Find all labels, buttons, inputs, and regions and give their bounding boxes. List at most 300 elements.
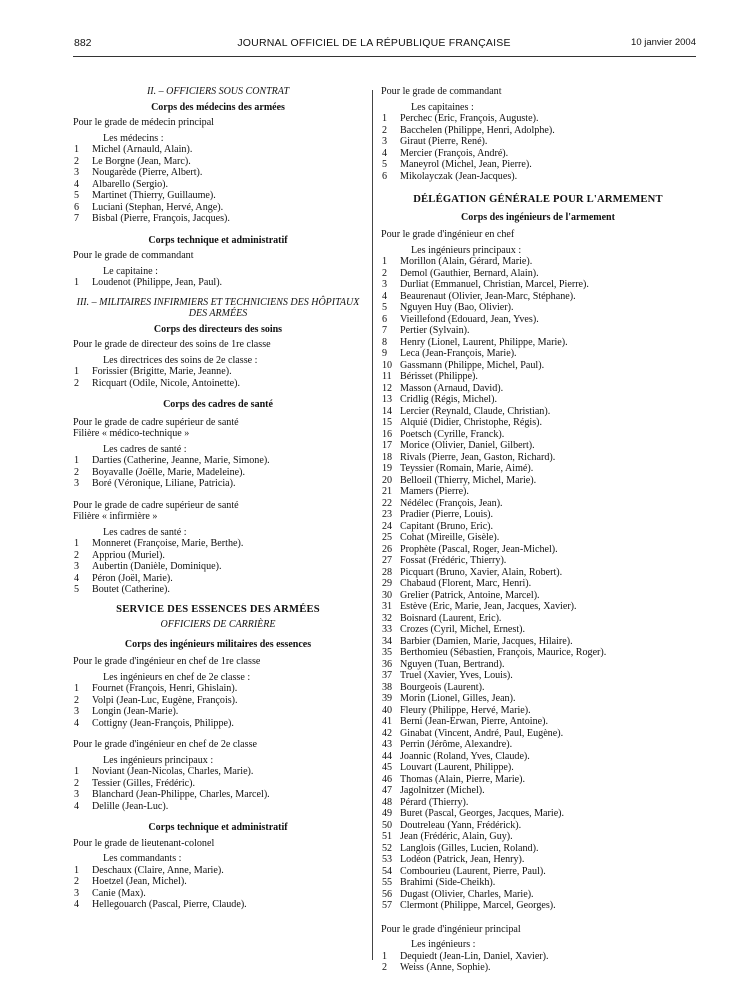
list-item-name: Luciani (Stephan, Hervé, Ange). xyxy=(92,201,224,213)
grade-heading: Pour le grade de cadre supérieur de santé xyxy=(73,499,239,511)
list-item xyxy=(381,889,695,901)
list-item xyxy=(381,555,695,567)
list-item-name: Hoetzel (Jean, Michel). xyxy=(92,876,187,887)
list-item-rank: 4 xyxy=(74,572,80,584)
list-item-rank: 17 xyxy=(382,440,393,451)
list-item-rank: 41 xyxy=(382,716,393,727)
list-item-name: Giraut (Pierre, René). xyxy=(400,136,488,147)
list-item-name: Appriou (Muriel). xyxy=(92,549,165,561)
list-item-rank: 2 xyxy=(74,694,80,706)
list-item-rank: 26 xyxy=(382,543,393,555)
list-item xyxy=(73,865,363,877)
list-item xyxy=(381,820,695,832)
list-item-rank: 6 xyxy=(382,170,388,182)
list-item xyxy=(381,475,695,487)
list-item-rank: 1 xyxy=(74,538,80,549)
list-item-rank: 39 xyxy=(382,693,393,704)
list-item-rank: 2 xyxy=(382,267,388,279)
list-item xyxy=(73,167,363,179)
list-item-rank: 27 xyxy=(382,555,393,566)
list-item xyxy=(381,325,695,337)
list-item-name: Truel (Xavier, Yves, Louis). xyxy=(400,670,513,681)
list-item-name: Combourieu (Laurent, Pierre, Paul). xyxy=(400,865,546,877)
list-item-name: Leca (Jean-François, Marie). xyxy=(400,348,517,359)
list-item xyxy=(73,888,363,900)
grade-heading: Pour le grade d'ingénieur principal xyxy=(381,923,521,935)
list-item xyxy=(381,590,695,602)
list-item-name: Masson (Arnaud, David). xyxy=(400,382,504,394)
list-item-name: Boré (Véronique, Liliane, Patricia). xyxy=(92,478,236,489)
page-header xyxy=(0,37,748,51)
list-item-rank: 31 xyxy=(382,601,393,612)
list-item-rank: 48 xyxy=(382,796,393,808)
list-item-name: Estève (Eric, Marie, Jean, Jacques, Xavier). xyxy=(400,601,577,612)
list-item-name: Chabaud (Florent, Marc, Henri). xyxy=(400,578,532,589)
list-item xyxy=(73,550,363,562)
list-item-name: Cottigny (Jean-François, Philippe). xyxy=(92,717,234,729)
list-item-name: Ricquart (Odile, Nicole, Antoinette). xyxy=(92,377,241,389)
list-item-rank: 46 xyxy=(382,773,393,785)
grade-heading: Pour le grade de médecin principal xyxy=(73,117,214,128)
list-intro: Les ingénieurs en chef de 2e classe : xyxy=(103,671,251,683)
list-item-rank: 52 xyxy=(382,842,393,854)
list-item-name: Capitant (Bruno, Eric). xyxy=(400,520,494,532)
right-column xyxy=(381,86,695,974)
list-item-name: Joannic (Roland, Yves, Claude). xyxy=(400,750,530,762)
list-item xyxy=(73,378,363,390)
list-item xyxy=(381,113,695,125)
list-item xyxy=(381,693,695,705)
list-item xyxy=(381,532,695,544)
corps-heading: Corps technique et administratif xyxy=(148,822,288,833)
section-heading: OFFICIERS DE CARRIÈRE xyxy=(160,619,276,630)
list-item xyxy=(381,636,695,648)
corps-heading: Corps des médecins des armées xyxy=(151,101,285,113)
list-item-name: Nguyen (Tuan, Bertrand). xyxy=(400,658,505,670)
list-item-rank: 9 xyxy=(382,348,388,359)
list-intro: Les capitaines : xyxy=(411,101,474,113)
list-item xyxy=(381,498,695,510)
grade-heading: Pour le grade de directeur des soins de 1re classe xyxy=(73,339,271,350)
list-item xyxy=(381,159,695,171)
list-item-name: Noviant (Jean-Nicolas, Charles, Marie). xyxy=(92,766,254,777)
list-item-rank: 1 xyxy=(382,113,388,124)
list-item-name: Aubertin (Danièle, Dominique). xyxy=(92,561,222,572)
list-item-rank: 45 xyxy=(382,762,393,773)
list-item-rank: 4 xyxy=(74,899,80,910)
list-item xyxy=(381,440,695,452)
corps-heading: Corps des directeurs des soins xyxy=(153,323,283,335)
list-item-name: Fossat (Frédéric, Thierry). xyxy=(400,555,507,566)
list-intro: Les ingénieurs principaux : xyxy=(411,244,522,256)
list-item-name: Mamers (Pierre). xyxy=(400,486,469,497)
list-item-rank: 7 xyxy=(382,325,388,336)
list-item xyxy=(381,951,695,963)
list-item-rank: 29 xyxy=(382,578,393,589)
list-item xyxy=(73,467,363,479)
list-item-rank: 5 xyxy=(382,159,388,170)
list-item xyxy=(381,302,695,314)
list-item xyxy=(73,538,363,550)
list-intro: Les cadres de santé : xyxy=(103,443,187,455)
list-item-rank: 33 xyxy=(382,624,393,635)
grade-heading: Pour le grade d'ingénieur en chef de 2e classe xyxy=(73,739,257,750)
list-item-rank: 43 xyxy=(382,739,393,750)
grade-heading: Filière « médico-technique » xyxy=(73,428,190,439)
list-item-rank: 1 xyxy=(74,144,80,155)
list-item-rank: 4 xyxy=(74,800,80,812)
grade-heading: Filière « infirmière » xyxy=(73,511,158,522)
list-item xyxy=(381,797,695,809)
list-item-name: Péron (Joël, Marie). xyxy=(92,572,173,584)
list-item xyxy=(381,371,695,383)
page-number: 882 xyxy=(74,37,92,49)
list-item xyxy=(73,156,363,168)
list-item-name: Buret (Pascal, Georges, Jacques, Marie). xyxy=(400,808,565,819)
list-item-rank: 18 xyxy=(382,451,393,463)
list-item xyxy=(73,584,363,596)
list-intro: Le capitaine : xyxy=(103,265,158,277)
list-item-name: Tessier (Gilles, Frédéric). xyxy=(92,777,195,789)
list-item xyxy=(381,601,695,613)
list-item xyxy=(381,268,695,280)
list-item-name: Michel (Arnauld, Alain). xyxy=(92,144,193,155)
grade-heading: Pour le grade de commandant xyxy=(381,86,502,97)
list-item-name: Dugast (Olivier, Charles, Marie). xyxy=(400,888,534,900)
list-item-name: Maneyrol (Michel, Jean, Pierre). xyxy=(400,159,532,170)
list-item-name: Thomas (Alain, Pierre, Marie). xyxy=(400,773,526,785)
list-item xyxy=(381,962,695,974)
corps-heading: Corps des cadres de santé xyxy=(163,399,273,410)
list-item-name: Perchec (Eric, François, Auguste). xyxy=(400,113,539,124)
list-item xyxy=(73,190,363,202)
list-item xyxy=(381,452,695,464)
spacer xyxy=(73,490,363,500)
list-item-name: Cridlig (Régis, Michel). xyxy=(400,394,497,405)
list-item-name: Forissier (Brigitte, Marie, Jeanne). xyxy=(92,366,232,377)
list-item xyxy=(381,624,695,636)
list-item-name: Cohat (Mireille, Gisèle). xyxy=(400,532,500,543)
list-item-rank: 3 xyxy=(382,136,388,147)
list-item-rank: 3 xyxy=(74,561,80,572)
list-item-name: Berthomieu (Sébastien, François, Maurice, Roger). xyxy=(400,647,607,658)
list-item xyxy=(381,429,695,441)
grade-heading: Pour le grade de cadre supérieur de santé xyxy=(73,416,239,428)
list-item-name: Nougarède (Pierre, Albert). xyxy=(92,167,203,178)
list-item xyxy=(73,706,363,718)
list-item-rank: 23 xyxy=(382,509,393,520)
list-item-rank: 1 xyxy=(74,766,80,777)
list-item xyxy=(381,360,695,372)
list-item xyxy=(381,682,695,694)
list-item-rank: 20 xyxy=(382,474,393,486)
list-item-name: Fleury (Philippe, Hervé, Marie). xyxy=(400,704,531,716)
list-item-name: Blanchard (Jean-Philippe, Charles, Marcel). xyxy=(92,789,270,800)
list-item xyxy=(73,455,363,467)
service-heading: SERVICE DES ESSENCES DES ARMÉES xyxy=(116,603,320,615)
spacer xyxy=(73,729,363,739)
spacer xyxy=(381,182,695,194)
list-item-rank: 25 xyxy=(382,532,393,543)
list-intro: Les médecins : xyxy=(103,132,164,144)
list-item xyxy=(381,739,695,751)
list-item-name: Beaurenaut (Olivier, Jean-Marc, Stéphane). xyxy=(400,290,576,302)
list-item-rank: 6 xyxy=(74,201,80,213)
list-item xyxy=(73,789,363,801)
list-item-name: Grelier (Patrick, Antoine, Marcel). xyxy=(400,589,540,601)
list-item-name: Boutet (Catherine). xyxy=(92,584,170,595)
list-item-rank: 15 xyxy=(382,417,393,428)
list-item xyxy=(381,136,695,148)
list-item xyxy=(381,785,695,797)
list-item-name: Picquart (Bruno, Xavier, Alain, Robert). xyxy=(400,566,563,578)
list-item-rank: 2 xyxy=(74,377,80,389)
list-item-name: Dequiedt (Jean-Lin, Daniel, Xavier). xyxy=(400,950,549,962)
list-item-rank: 2 xyxy=(382,962,388,973)
list-item xyxy=(73,695,363,707)
list-item-name: Nguyen Huy (Bao, Olivier). xyxy=(400,302,514,313)
list-item-rank: 50 xyxy=(382,819,393,831)
list-item xyxy=(73,213,363,225)
list-item-name: Demol (Gauthier, Bernard, Alain). xyxy=(400,267,539,279)
list-item xyxy=(381,705,695,717)
list-item-rank: 3 xyxy=(74,706,80,717)
left-column xyxy=(73,86,363,911)
list-item-rank: 6 xyxy=(382,313,388,325)
list-item xyxy=(381,647,695,659)
list-item-rank: 2 xyxy=(74,876,80,887)
list-item-name: Mercier (François, André). xyxy=(400,147,509,159)
list-item-rank: 11 xyxy=(382,371,392,382)
list-item-name: Le Borgne (Jean, Marc). xyxy=(92,155,191,167)
list-item xyxy=(381,279,695,291)
list-item xyxy=(73,573,363,585)
list-item-rank: 10 xyxy=(382,359,393,371)
list-item xyxy=(381,808,695,820)
list-item-name: Bacchelen (Philippe, Henri, Adolphe). xyxy=(400,124,555,136)
list-item-rank: 40 xyxy=(382,704,393,716)
corps-heading: Corps des ingénieurs de l'armement xyxy=(461,211,615,223)
list-item-rank: 14 xyxy=(382,405,393,417)
spacer xyxy=(381,912,695,924)
section-heading: II. – OFFICIERS SOUS CONTRAT xyxy=(146,86,290,97)
list-item xyxy=(381,291,695,303)
list-item-rank: 34 xyxy=(382,635,393,647)
list-item-name: Lercier (Reynald, Claude, Christian). xyxy=(400,405,551,417)
list-item-rank: 30 xyxy=(382,589,393,601)
list-item-rank: 1 xyxy=(74,864,80,876)
list-item xyxy=(381,383,695,395)
list-item xyxy=(381,567,695,579)
list-item-rank: 3 xyxy=(74,887,80,899)
list-item-name: Prophète (Pascal, Roger, Jean-Michel). xyxy=(400,543,558,555)
list-item-rank: 5 xyxy=(382,302,388,313)
list-item-name: Pérard (Thierry). xyxy=(400,796,469,808)
list-item xyxy=(73,144,363,156)
list-item-name: Hellegouarch (Pascal, Pierre, Claude). xyxy=(92,899,247,910)
list-item-name: Perrin (Jérôme, Alexandre). xyxy=(400,739,513,750)
list-item-name: Teyssier (Romain, Marie, Aimé). xyxy=(400,463,534,474)
spacer xyxy=(73,631,363,639)
list-item xyxy=(73,561,363,573)
list-item-name: Monneret (Françoise, Marie, Berthe). xyxy=(92,538,244,549)
list-item xyxy=(381,728,695,740)
list-intro: Les ingénieurs : xyxy=(411,939,476,950)
list-item xyxy=(73,876,363,888)
list-item-rank: 1 xyxy=(74,277,80,288)
list-item-rank: 19 xyxy=(382,463,393,474)
list-item-name: Boyavalle (Joëlle, Marie, Madeleine). xyxy=(92,466,246,478)
list-item-rank: 42 xyxy=(382,727,393,739)
list-item xyxy=(73,202,363,214)
list-item-name: Doutreleau (Yann, Frédérick). xyxy=(400,819,522,831)
list-item-rank: 56 xyxy=(382,888,393,900)
list-item xyxy=(381,544,695,556)
list-item xyxy=(381,578,695,590)
list-item-rank: 53 xyxy=(382,854,393,865)
list-item-rank: 1 xyxy=(382,256,388,267)
grade-heading: Pour le grade de lieutenant-colonel xyxy=(73,837,215,849)
list-item xyxy=(73,778,363,790)
list-item-name: Mikolayczak (Jean-Jacques). xyxy=(400,170,518,182)
list-item-rank: 1 xyxy=(74,366,80,377)
list-item xyxy=(381,314,695,326)
list-item-name: Canie (Max). xyxy=(92,887,146,899)
list-item xyxy=(381,854,695,866)
corps-heading: Corps des ingénieurs militaires des essences xyxy=(124,638,312,650)
list-item-rank: 1 xyxy=(74,683,80,694)
list-intro: Les directrices des soins de 2e classe : xyxy=(103,354,258,366)
list-item-name: Alquié (Didier, Christophe, Régis). xyxy=(400,417,543,428)
list-item-rank: 28 xyxy=(382,566,393,578)
spacer xyxy=(73,389,363,399)
list-item xyxy=(381,751,695,763)
list-item-name: Darties (Catherine, Jeanne, Marie, Simone). xyxy=(92,455,270,466)
list-item xyxy=(73,683,363,695)
list-item xyxy=(73,179,363,191)
list-item-name: Langlois (Gilles, Lucien, Roland). xyxy=(400,842,539,854)
list-item-rank: 3 xyxy=(74,789,80,800)
list-item-rank: 1 xyxy=(382,950,388,962)
list-item-name: Morin (Lionel, Gilles, Jean). xyxy=(400,693,516,704)
list-item-rank: 5 xyxy=(74,190,80,201)
header-rule xyxy=(73,56,696,57)
list-item-name: Henry (Lionel, Laurent, Philippe, Marie). xyxy=(400,336,568,348)
list-item xyxy=(381,348,695,360)
list-item-name: Jagolnitzer (Michel). xyxy=(400,785,485,796)
list-item xyxy=(73,899,363,911)
list-item xyxy=(73,718,363,730)
journal-title: JOURNAL OFFICIEL DE LA RÉPUBLIQUE FRANÇAISE xyxy=(237,37,511,49)
service-heading: DÉLÉGATION GÉNÉRALE POUR L'ARMEMENT xyxy=(413,194,663,205)
list-item-name: Pradier (Pierre, Louis). xyxy=(400,509,494,520)
list-item-rank: 12 xyxy=(382,382,393,394)
list-item-rank: 3 xyxy=(382,279,388,290)
list-item-name: Boisnard (Laurent, Eric). xyxy=(400,612,502,624)
list-item xyxy=(381,762,695,774)
list-item xyxy=(381,486,695,498)
list-item-rank: 2 xyxy=(74,549,80,561)
list-item-rank: 4 xyxy=(382,147,388,159)
list-item-name: Crozes (Cyril, Michel, Ernest). xyxy=(400,624,526,635)
list-item-name: Pertier (Sylvain). xyxy=(400,325,470,336)
list-item-rank: 55 xyxy=(382,877,393,888)
list-item-name: Bisbal (Pierre, François, Jacques). xyxy=(92,213,230,224)
list-item-rank: 49 xyxy=(382,808,393,819)
list-item-name: Bérisset (Philippe). xyxy=(400,371,478,382)
list-item-name: Longin (Jean-Marie). xyxy=(92,706,179,717)
list-item-rank: 4 xyxy=(382,290,388,302)
list-item-rank: 3 xyxy=(74,478,80,489)
list-item-rank: 47 xyxy=(382,785,393,796)
list-item-name: Barbier (Damien, Marie, Jacques, Hilaire). xyxy=(400,635,573,647)
list-item xyxy=(381,866,695,878)
list-item xyxy=(381,613,695,625)
section-heading: III. – MILITAIRES INFIRMIERS ET TECHNICIENS DES HÔPITAUX DES ARMÉES xyxy=(76,296,360,319)
column-divider xyxy=(372,90,373,960)
list-item-name: Nédélec (François, Jean). xyxy=(400,497,503,509)
list-item-rank: 54 xyxy=(382,865,393,877)
list-item-rank: 38 xyxy=(382,681,393,693)
list-item-name: Morillon (Alain, Gérard, Marie). xyxy=(400,256,533,267)
list-item-rank: 57 xyxy=(382,900,393,911)
spacer xyxy=(73,289,363,297)
list-intro: Les ingénieurs principaux : xyxy=(103,754,214,766)
list-item xyxy=(381,394,695,406)
issue-date: 10 janvier 2004 xyxy=(631,37,696,48)
list-item-rank: 22 xyxy=(382,497,393,509)
list-item xyxy=(381,900,695,912)
list-item xyxy=(381,417,695,429)
list-item-rank: 32 xyxy=(382,612,393,624)
list-item xyxy=(73,478,363,490)
list-item xyxy=(381,659,695,671)
list-item xyxy=(381,337,695,349)
list-item-name: Rivals (Pierre, Jean, Gaston, Richard). xyxy=(400,451,556,463)
list-item-name: Fournet (François, Henri, Ghislain). xyxy=(92,683,238,694)
list-item-rank: 37 xyxy=(382,670,393,681)
list-item xyxy=(73,766,363,778)
list-item-rank: 4 xyxy=(74,178,80,190)
list-item xyxy=(381,125,695,137)
list-item-rank: 2 xyxy=(382,124,388,136)
list-item-name: Jean (Frédéric, Alain, Guy). xyxy=(400,831,513,842)
list-item xyxy=(73,277,363,289)
list-item xyxy=(73,366,363,378)
list-item-name: Delille (Jean-Luc). xyxy=(92,800,169,812)
list-item xyxy=(381,774,695,786)
list-item-rank: 21 xyxy=(382,486,393,497)
list-item-name: Ginabat (Vincent, André, Paul, Eugène). xyxy=(400,727,564,739)
list-item-name: Loudenot (Philippe, Jean, Paul). xyxy=(92,277,223,288)
list-item-name: Brahimi (Side-Cheikh). xyxy=(400,877,496,888)
corps-heading: Corps technique et administratif xyxy=(148,234,288,246)
list-item xyxy=(381,877,695,889)
list-item-rank: 1 xyxy=(74,455,80,466)
list-item-name: Vieillefond (Edouard, Jean, Yves). xyxy=(400,313,539,325)
list-item-rank: 8 xyxy=(382,336,388,348)
list-item xyxy=(381,509,695,521)
list-item xyxy=(381,521,695,533)
list-item-rank: 44 xyxy=(382,750,393,762)
list-item-rank: 35 xyxy=(382,647,393,658)
list-item-name: Albarello (Sergio). xyxy=(92,178,169,190)
list-item-name: Clermont (Philippe, Marcel, Georges). xyxy=(400,900,556,911)
grade-heading: Pour le grade d'ingénieur en chef de 1re classe xyxy=(73,656,261,667)
list-item-rank: 2 xyxy=(74,155,80,167)
list-item-name: Bourgeois (Laurent). xyxy=(400,681,485,693)
list-item-rank: 4 xyxy=(74,717,80,729)
